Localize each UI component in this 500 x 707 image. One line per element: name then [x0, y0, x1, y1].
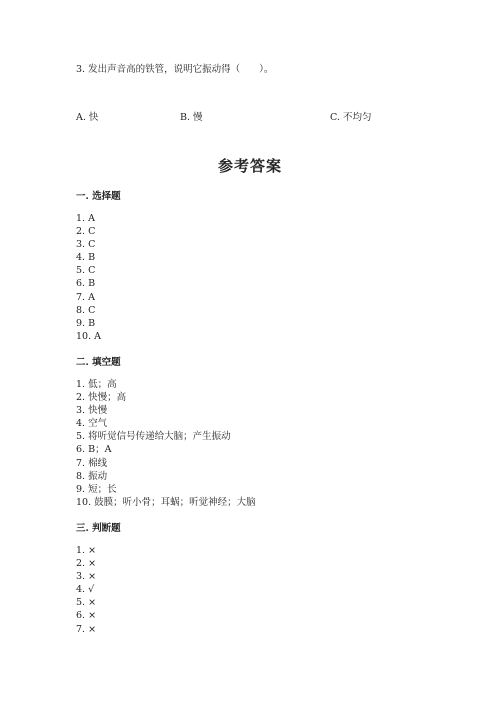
list-item: 7. ×	[76, 623, 97, 635]
true-false-answer-list	[76, 544, 96, 636]
list-item: 3. ×	[76, 571, 97, 583]
list-item: 4. B	[76, 252, 96, 264]
question-text: 3. 发出声音高的铁管，说明它振动得（ ）。	[76, 64, 274, 75]
list-item: 10. A	[76, 330, 101, 342]
list-item: 3. C	[76, 239, 96, 251]
choice-answer-list	[76, 212, 101, 343]
list-item: 6. ×	[76, 610, 97, 622]
list-item: 1. ×	[76, 545, 97, 556]
option-b: B. 慢	[180, 112, 203, 123]
list-item: 8. 振动	[76, 470, 108, 482]
list-item: 5. C	[76, 265, 96, 277]
list-item: 5. 将听觉信号传递给大脑；产生振动	[76, 431, 231, 443]
fill-in-answer-list	[76, 378, 256, 509]
list-item: 4. √	[76, 584, 95, 596]
section-heading-choice: 一. 选择题	[76, 191, 121, 202]
list-item: 2. 快慢；高	[76, 392, 127, 404]
list-item: 2. ×	[76, 558, 97, 570]
list-item: 8. C	[76, 304, 96, 316]
option-a: A. 快	[76, 112, 99, 123]
list-item: 2. C	[76, 226, 96, 238]
option-c: C. 不均匀	[330, 112, 372, 123]
list-item: 3. 快慢	[76, 405, 108, 417]
list-item: 1. A	[76, 213, 95, 224]
list-item: 4. 空气	[76, 418, 108, 430]
answer-key-title: 参考答案	[217, 157, 282, 175]
list-item: 6. B	[76, 278, 96, 290]
list-item: 6. B；A	[76, 444, 112, 456]
list-item: 9. 短；长	[76, 483, 117, 495]
list-item: 1. 低；高	[76, 379, 117, 390]
list-item: 7. A	[76, 291, 95, 303]
list-item: 9. B	[76, 317, 96, 329]
list-item: 5. ×	[76, 597, 97, 609]
list-item: 10. 鼓膜；听小骨；耳蜗；听觉神经；大脑	[76, 496, 256, 508]
section-heading-fill-in: 二. 填空题	[76, 357, 121, 368]
list-item: 7. 棉线	[76, 457, 108, 469]
section-heading-true-false: 三. 判断题	[76, 523, 121, 534]
